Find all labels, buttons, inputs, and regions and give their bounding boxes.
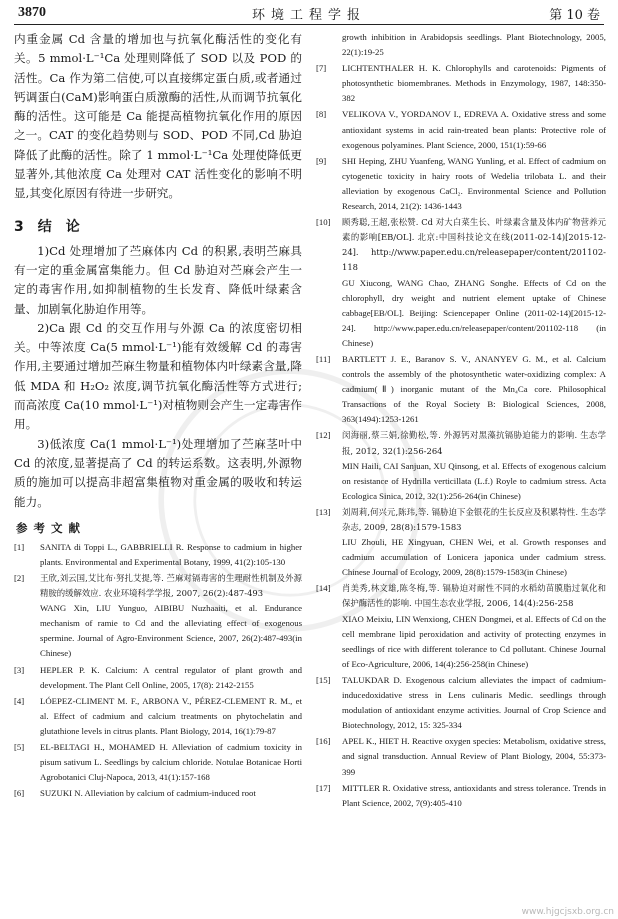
reference-chinese-text: 肖美秀,林文雄,陈冬梅,等. 镉胁迫对耐性不同的水稻幼苗膜脂过氧化和保护酶活性的影响. 中国生态农业学报, 2006, 14(4):256-258 [342,583,606,609]
reference-text: HEPLER P. K. Calcium: A central regulator of plant growth and development. The Plant Cell Online, 2005, 17(8): 2142-2155 [40,664,302,690]
reference-item [316,734,606,779]
reference-number: [10] [316,217,331,228]
intro-paragraph: 内重金属 Cd 含量的增加也与抗氧化酶活性的变化有关。5 mmol·L⁻¹Ca 处理则降低了 SOD 以及 POD 的活性。Ca 作为第二信使,可以直接绑定蛋白质,或者通过钙调蛋白(CaM)影响蛋白质激酶的活性,从而调节抗氧化酶的活性。这可能是 Ca 能提高植物抗氧化作用的原因之一。CAT 的变化趋势则与 SOD、POD 不同,Cd 胁迫降低了此酶的活性。除了 1 mmol·L⁻¹Ca 处理使降低更显著外,其他浓度 Ca 处理对 CAT 活性变化的影响不明显,其变化原因有待进一步研究。 [14,32,302,201]
references-list-left [14,540,302,802]
reference-text: XIAO Meixiu, LIN Wenxiong, CHEN Dongmei, et al. Effects of Cd on the cell membrane lipid peroxidation and activity of protecting enzymes in seedlings of rice with different tolerance to Cd pollutant. Chinese Journal of Eco-Agriculture, 2006, 14(4):256-258(in Chinese) [342,613,606,669]
references-list-right [316,30,606,811]
reference-item [14,540,302,570]
reference-text: VELIKOVA V., YORDANOV I., EDREVA A. Oxidative stress and some antioxidant systems in acid rain-treated bean plants: Protective role of exogenous polyamines. Plant Science, 2000, 151(1):59-66 [342,109,606,150]
reference-item [316,505,606,580]
reference-number: [5] [14,742,25,753]
reference-text: BARTLETT J. E., Baranov S. V., ANANYEV G. M., et al. Calcium controls the assembly of the photosynthetic water-oxidizing complex: A cadmium(Ⅱ) inorganic mutant of the Mn₄Ca core. Philosophical Transactions of the Royal Society B: Biological Sciences, 2008, 363(1494):1253-1261 [342,353,606,425]
left-column [14,30,302,910]
reference-number: [14] [316,583,331,594]
reference-item [316,107,606,152]
reference-text: SANITA di Toppi L., GABBRIELLI R. Response to cadmium in higher plants. Environmental and Experimental Botany, 1999, 41(2):105-130 [40,541,302,567]
reference-number: [17] [316,782,331,793]
reference-item [316,154,606,214]
reference-text: LICHTENTHALER H. K. Chlorophylls and carotenoids: Pigments of photosynthetic biomembranes. Methods in Enzymology, 1987, 148:350-382 [342,63,606,104]
reference-number: [11] [316,353,331,364]
journal-title: 环境工程学报 [251,8,366,23]
reference-item [316,215,606,351]
reference-text: APEL K., HIET H. Reactive oxygen species: Metabolism, oxidative stress, and signal transduction. Annual Review of Plant Biology, 2004, 55:373-399 [342,736,606,777]
reference-number: [13] [316,506,331,517]
conclusion-paragraph: 1)Cd 处理增加了苎麻体内 Cd 的积累,表明苎麻具有一定的重金属富集能力。但 Cd 胁迫对苎麻会产生一定的毒害作用,如抑制植物的生长发育、降低叶绿素含量、加剧氧化胁迫作用等。 [14,243,302,316]
header-rule [14,24,604,25]
reference-item [14,786,302,801]
reference-item [316,428,606,503]
reference-text: MITTLER R. Oxidative stress, antioxidants and stress tolerance. Trends in Plant Science, 2002, 7(9):405-410 [342,782,606,808]
reference-item [14,663,302,693]
reference-chinese-text: 王欣,刘云国,艾比布·努扎艾提,等. 苎麻对镉毒害的生理耐性机制及外源精胺的缓解效应. 农业环境科学学报, 2007, 26(2):487-493 [40,573,302,599]
reference-text: GU Xiucong, WANG Chao, ZHANG Songhe. Effects of Cd on the chlorophyll, dry weight and nutrient element uptake of Chinese cabbage[EB/OL]. Beijing: Sciencepaper Online (2011-02-14)[2015-12-24]. http://www.paper.edu.cn/releasepaper/content/201102-118 (in Chinese) [342,277,606,348]
reference-item [14,571,302,662]
reference-text: MIN Haili, CAI Sanjuan, XU Qinsong, et al. Effects of exogenous calcium on resistance of Hydrilla verticillata (L.f.) Royle to cadmium stress. Acta Ecologica Sinica, 2012, 32(1):256-264(in Chinese) [342,460,606,501]
reference-chinese-text: 刘周莉,何兴元,陈玮,等. 镉胁迫下金银花的生长反应及积累特性. 生态学杂志, 2009, 28(8):1579-1583 [342,506,606,532]
reference-text: LIU Zhouli, HE Xingyuan, CHEN Wei, et al. Growth responses and cadmium accumulation of Lonicera japonica under cadmium stress. Chinese Journal of Ecology, 2009, 28(8):1579-1583(in Chinese) [342,537,606,578]
reference-chinese-text: 闵海丽,蔡三娟,徐勤松,等. 外源钙对黑藻抗镉胁迫能力的影响. 生态学报, 2012, 32(1):256-264 [342,430,606,456]
reference-item [14,740,302,785]
reference-number: [16] [316,736,331,747]
reference-number: [3] [14,664,25,675]
reference-number: [9] [316,155,327,166]
reference-item [316,30,606,60]
section-number: 3 [14,218,24,235]
conclusion-paragraph: 2)Ca 跟 Cd 的交互作用与外源 Ca 的浓度密切相关。中等浓度 Ca(5 mmol·L⁻¹)能有效缓解 Cd 的毒害作用,主要通过增加苎麻生物量和植物体内叶绿素含量,降低 MDA 和 H₂O₂ 浓度,调节抗氧化酶活性等方式进行;而高浓度 Ca(10 mmol·L⁻¹)对植物则会产生一定毒害作用。 [14,320,302,432]
reference-text: LÓEPEZ-CLIMENT M. F., ARBONA V., PÉREZ-CLEMENT R. M., et al. Effect of cadmium and calcium treatments on phytochelatin and glutathione levels in citrus plants. Plant Biology, 2014, 16(1):79-87 [40,695,302,736]
reference-item [316,581,606,672]
reference-number: [2] [14,573,25,584]
reference-chinese-text: 顾秀聪,王超,张松赞. Cd 对大白菜生长、叶绿素含量及体内矿物营养元素的影响[EB/OL]. 北京:中国科技论文在线(2011-02-14)[2015-12-24]. http://www.paper.edu.cn/releasepaper/content/201102-118 [342,217,606,273]
page-number: 3870 [18,5,46,20]
reference-text: WANG Xin, LIU Yunguo, AIBIBU Nuzhaaiti, et al. Endurance mechanism of ramie to Cd and the alleviating effect of exogenous spermine. Journal of Agro-Environment Science, 2007, 26(2):487-493(in Chinese) [40,603,302,659]
references-heading: 参考文献 [16,520,86,535]
conclusions-list [14,242,302,512]
conclusion-paragraph: 3)低浓度 Ca(1 mmol·L⁻¹)处理增加了苎麻茎叶中 Cd 的浓度,显著提高了 Cd 的转运系数。这表明,外源物质的施加可以提高非超富集植物对重金属的吸收和转运能力。 [14,436,302,509]
reference-text: growth inhibition in Arabidopsis seedlings. Plant Biotechnology, 2005, 22(1):19-25 [342,32,606,58]
volume-label: 第 10 卷 [549,8,600,23]
reference-item [316,352,606,427]
reference-number: [6] [14,788,25,799]
section-title: 结 论 [37,218,80,235]
reference-item [316,673,606,733]
reference-number: [4] [14,695,25,706]
watermark-text: www.hjgcjsxb.org.cn [521,907,614,917]
reference-item [316,781,606,811]
reference-number: [8] [316,109,327,120]
reference-number: [7] [316,63,327,74]
reference-number: [12] [316,430,331,441]
reference-item [14,694,302,739]
reference-text: TALUKDAR D. Exogenous calcium alleviates the impact of cadmium-inducedoxidative stress in Lens culinaris Medic. seedlings through modulation of antioxidant enzyme activities. Journal of Crop Science and Biotechnology, 2012, 15: 325-334 [342,674,606,731]
section-heading [14,216,302,236]
reference-number: [1] [14,541,25,552]
reference-item [316,61,606,106]
reference-text: SUZUKI N. Alleviation by calcium of cadmium-induced root [40,788,256,799]
right-column [316,30,606,910]
reference-text: EL-BELTAGI H., MOHAMED H. Alleviation of cadmium toxicity in pisum sativum L. Seedlings by calcium chloride. Notulae Botanicae Horti Agrobotanici Cluj-Napoca, 2013, 41(1):157-168 [40,742,302,783]
page-header [0,0,618,26]
reference-number: [15] [316,674,331,685]
reference-text: SHI Heping, ZHU Yuanfeng, WANG Yunling, et al. Effect of cadmium on cytogenetic toxicity in hairy roots of Wedelia trilobata L. and their alleviation by exogenous CaCl₂. Environmental Science and Pollution Research, 2014, 21(2): 1436-1443 [342,155,606,212]
